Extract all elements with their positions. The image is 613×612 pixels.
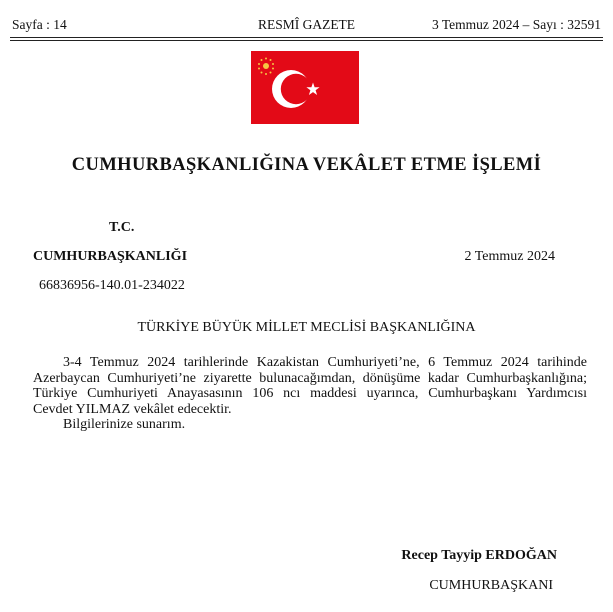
body-paragraph bbox=[33, 355, 587, 433]
gazette-name: RESMÎ GAZETE bbox=[257, 17, 356, 32]
header-rule-top bbox=[10, 37, 603, 38]
body-line: Türkiye Cumhuriyeti Anayasasının 106 ncı maddesi uyarınca, Cumhurbaşkanı Yardımcısı bbox=[33, 386, 587, 402]
body-line: 3-4 Temmuz 2024 tarihlerinde Kazakistan Cumhuriyeti’ne, 6 Temmuz 2024 tarihinde bbox=[63, 355, 587, 370]
header-rule-bottom bbox=[10, 40, 603, 41]
signatory-title: CUMHURBAŞKANI bbox=[429, 578, 553, 593]
document-title: CUMHURBAŞKANLIĞINA VEKÂLET ETME İŞLEMİ bbox=[71, 155, 542, 175]
presidency-label: CUMHURBAŞKANLIĞI bbox=[33, 249, 188, 264]
signatory-name: Recep Tayyip ERDOĞAN bbox=[401, 548, 557, 563]
document-date: 2 Temmuz 2024 bbox=[464, 249, 555, 264]
crescent-inner bbox=[281, 74, 311, 104]
page-number: Sayfa : 14 bbox=[12, 17, 67, 32]
tc-label: T.C. bbox=[109, 220, 135, 235]
recipient: TÜRKİYE BÜYÜK MİLLET MECLİSİ BAŞKANLIĞINA bbox=[137, 320, 476, 335]
issue-date-number: 3 Temmuz 2024 – Sayı : 32591 bbox=[431, 17, 601, 32]
turkish-flag-seal-icon bbox=[251, 51, 359, 124]
document-number: 66836956-140.01-234022 bbox=[39, 278, 185, 293]
closing-line: Bilgilerinize sunarım. bbox=[63, 417, 186, 433]
body-line: Cevdet YILMAZ vekâlet edecektir. bbox=[33, 401, 232, 417]
body-line: Azerbaycan Cumhuriyeti’ne ziyarette bulunacağımdan, dönüşüme kadar Cumhurbaşkanlığına; bbox=[33, 370, 587, 386]
